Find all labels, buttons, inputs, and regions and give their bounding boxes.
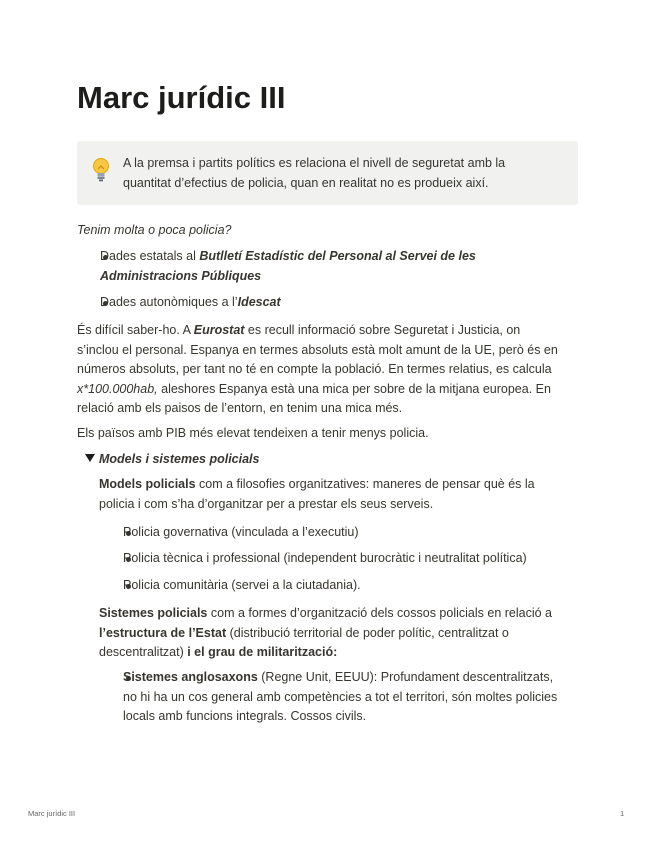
- page-title: Marc jurídic III: [77, 80, 286, 115]
- list-item-text: Dades autonòmiques a l’: [100, 295, 238, 309]
- list-item-text: Dades estatals al: [100, 249, 200, 263]
- list-item: Policia governativa (vinculada a l’executiu): [123, 525, 359, 539]
- text-line: locals amb funcions integrals. Cossos civils.: [123, 709, 367, 723]
- text-span: com a formes d’organització dels cossos policials en relació a: [207, 606, 552, 620]
- list-item: [100, 247, 570, 286]
- question-text: Tenim molta o poca policia?: [77, 223, 232, 237]
- source-name: Administracions Públiques: [100, 268, 262, 283]
- text-span: es recull informació sobre Seguretat i Justicia, on: [244, 323, 521, 337]
- list-item: [123, 668, 578, 727]
- paragraph: [99, 604, 578, 663]
- text-span: És difícil saber-ho. A: [77, 323, 194, 337]
- footer-page-number: 1: [620, 809, 625, 818]
- lightbulb-icon: [91, 157, 111, 183]
- term-bold: Models policials: [99, 477, 196, 491]
- text-line: relació amb els paisos de l’entorn, en tenim una mica més.: [77, 401, 403, 415]
- text-span: (distribució territorial de poder polític, centralitzat o: [226, 625, 509, 640]
- formula-text: x*100.000hab,: [77, 381, 158, 396]
- source-name: Butlletí Estadístic del Personal al Servei de les: [199, 249, 476, 263]
- footer-title: Marc jurídic III: [28, 809, 76, 818]
- term-bold: Sistemes policials: [99, 606, 208, 620]
- text-span: (Regne Unit, EEUU): Profundament descentralitzats,: [257, 670, 554, 684]
- text-line: no hi ha un cos general amb competències a tot el territori, són moltes policies: [123, 689, 558, 704]
- callout-line: quantitat d’efectius de policia, quan en realitat no es produeix així.: [123, 176, 489, 190]
- paragraph: [77, 321, 578, 419]
- term-bold: l’estructura de l’Estat: [99, 625, 227, 640]
- toggle-arrow-icon[interactable]: [85, 454, 95, 462]
- paragraph: [99, 475, 569, 514]
- callout-box: [77, 141, 578, 205]
- text-line: números absoluts, per tant no té en compte la població. En termes relatius, es calcula: [77, 362, 552, 376]
- term-bold: Sistemes anglosaxons: [123, 670, 258, 684]
- text-line: policia i com s’ha d’organitzar per a prestar els seus serveis.: [99, 496, 434, 511]
- source-name: Idescat: [237, 295, 281, 309]
- text-span: aleshores Espanya està una mica per sobre de la mitjana europea. En: [157, 381, 551, 396]
- list-item: Policia tècnica i professional (independent burocràtic i neutralitat política): [123, 551, 527, 565]
- callout-line: A la premsa i partits polítics es relaciona el nivell de seguretat amb la: [123, 156, 506, 170]
- text-span: descentralitzat): [99, 645, 188, 659]
- paragraph: Els països amb PIB més elevat tendeixen a tenir menys policia.: [77, 426, 429, 440]
- callout-text: [123, 153, 563, 193]
- source-name: Eurostat: [193, 323, 245, 337]
- list-item: Policia comunitària (servei a la ciutadania).: [123, 578, 361, 592]
- text-line: s’inclou el personal. Espanya en termes absoluts està molt amunt de la UE, però és en: [77, 342, 558, 357]
- toggle-title[interactable]: Models i sistemes policials: [99, 452, 260, 466]
- text-span: com a filosofies organitzatives: maneres de pensar què és la: [195, 477, 535, 491]
- list-item: [100, 293, 281, 313]
- term-bold: i el grau de militarització:: [187, 645, 338, 659]
